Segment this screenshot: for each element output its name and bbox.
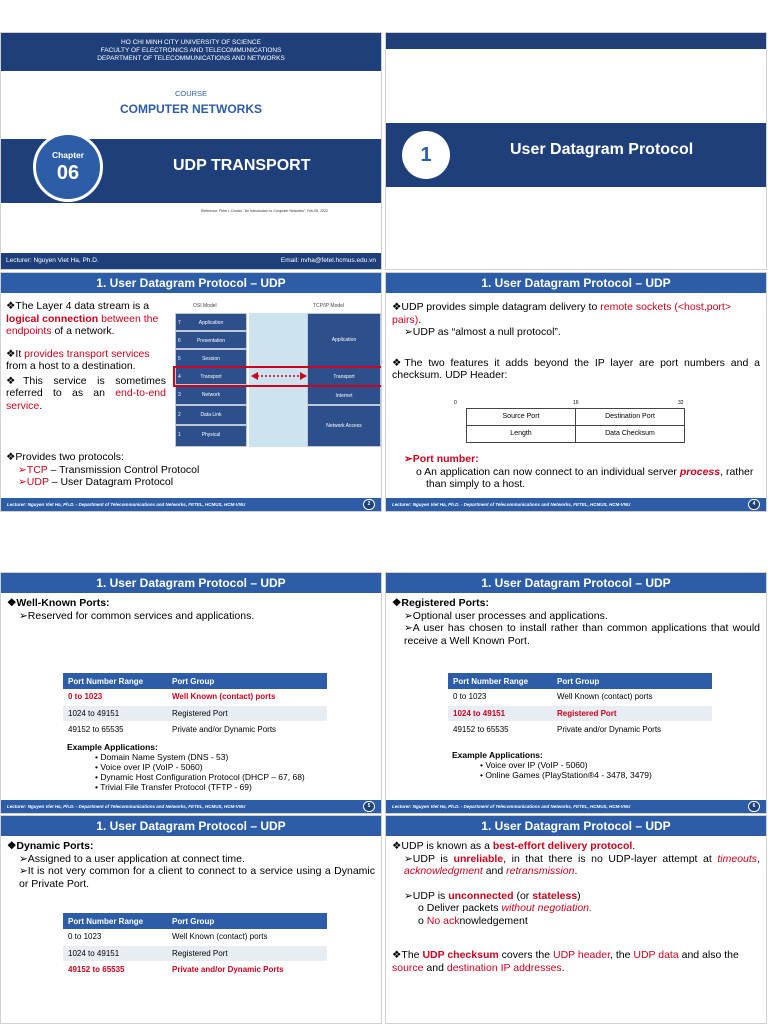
hdr-checksum: Data Checksum — [575, 425, 685, 443]
unconnected-item: ➢UDP is unconnected (or stateless) — [404, 889, 581, 902]
port-number-title: ➢Port number: — [404, 453, 479, 465]
osi-layer-number: 7 — [178, 320, 181, 326]
well-known-body — [7, 597, 375, 622]
table-row: 0 to 1023 Well Known (contact) ports — [63, 689, 327, 705]
osi-title: OSI Model — [193, 303, 217, 309]
datagram-para: ❖UDP provides simple datagram delivery to remote sockets (<host,port> pairs). — [392, 301, 731, 326]
no-negotiation-item: o Deliver packets without negotiation. — [418, 902, 592, 914]
dynamic-body — [7, 840, 375, 890]
col-group: Port Group — [167, 673, 327, 689]
slide-footer — [386, 800, 766, 813]
tcpip-internet: Internet — [307, 386, 381, 405]
checksum-para: ❖The UDP checksum covers the UDP header, the UDP data and also the source and destination IP addresses. — [392, 949, 739, 974]
well-known-title: ❖Well-Known Ports: — [7, 597, 110, 609]
dynamic-sub-2: ➢It is not very common for a client to connect to a service using a Dynamic or Private Port. — [19, 865, 375, 890]
osi-layer — [175, 405, 247, 425]
faculty-name: FACULTY OF ELECTRONICS AND TELECOMMUNICATIONS — [100, 47, 282, 54]
table-row: 49152 to 65535 Private and/or Dynamic Ports — [448, 721, 712, 737]
example-title: Example Applications: — [67, 742, 158, 752]
osi-layer-name: Transport — [200, 374, 222, 380]
course-label: COURSE — [174, 89, 208, 98]
example-apps — [452, 750, 652, 780]
registered-sub-1: ➢Optional user processes and applications. — [404, 609, 608, 622]
slide-dynamic-ports — [0, 815, 382, 1024]
slide-footer — [1, 498, 381, 511]
best-effort-body — [392, 840, 760, 974]
osi-layer-number: 1 — [178, 432, 181, 438]
example-apps — [67, 742, 305, 792]
section-title: User Datagram Protocol — [510, 141, 694, 158]
udp-header-diagram — [454, 400, 686, 448]
layer4-para-4 — [6, 451, 199, 489]
registered-title: ❖Registered Ports: — [392, 597, 489, 609]
chapter-title: UDP TRANSPORT — [173, 157, 311, 174]
unreliable-item: ➢UDP is unreliable, in that there is no UDP-layer attempt at timeouts, acknowledgment and retransmission. — [404, 852, 760, 877]
port-number-desc: o An application can now connect to an individual server process, rather than simply to a host. — [416, 465, 754, 490]
table-row: 49152 to 65535 Private and/or Dynamic Ports — [63, 961, 327, 977]
table-row: 49152 to 65535 Private and/or Dynamic Ports — [63, 721, 327, 737]
port-table — [448, 673, 712, 738]
title-slide — [0, 32, 382, 270]
layer4-para-3: ❖This service is sometimes referred to as an end-to-end service. — [6, 374, 166, 412]
slide-footer — [1, 800, 381, 813]
footer-text: Lecturer: Nguyen Viet Ha, Ph.D. - Department of Telecommunications and Networks, FETEL, HCMUS, HCM-VNU — [7, 804, 246, 809]
hdr-source-port: Source Port — [466, 408, 576, 426]
list-item: • Voice over IP (VoIP - 5060) — [95, 762, 305, 772]
page-number: 6 — [748, 801, 760, 812]
bit-16: 16 — [573, 400, 579, 406]
osi-layer-number: 2 — [178, 412, 181, 418]
title-slide-top-band — [1, 33, 381, 71]
osi-diagram — [173, 303, 382, 448]
page-number: 2 — [363, 499, 375, 510]
osi-layer — [175, 385, 247, 405]
slide-header: 1. User Datagram Protocol – UDP — [386, 573, 766, 593]
registered-body — [392, 597, 760, 647]
footer-text: Lecturer: Nguyen Viet Ha, Ph.D. - Department of Telecommunications and Networks, FETEL, HCMUS, HCM-VNU — [7, 502, 246, 507]
dynamic-title: ❖Dynamic Ports: — [7, 840, 94, 852]
reference-text: Reference: Peter L Dordal, "An Introduction to Computer Networks", Feb.05, 2022 — [201, 209, 328, 213]
col-group: Port Group — [167, 913, 327, 929]
tcpip-title: TCP/IP Model — [313, 303, 345, 309]
university-name: HO CHI MINH CITY UNIVERSITY OF SCIENCE — [121, 39, 261, 46]
lecturer-email: Email: nvha@fetel.hcmus.edu.vn — [280, 257, 376, 264]
slide-header: 1. User Datagram Protocol – UDP — [1, 816, 381, 836]
slide-header: 1. User Datagram Protocol – UDP — [386, 816, 766, 836]
protocols-intro: ❖Provides two protocols: — [6, 451, 124, 463]
lecturer-name: Lecturer: Nguyen Viet Ha, Ph.D. — [6, 257, 99, 264]
table-row: 0 to 1023 Well Known (contact) ports — [448, 689, 712, 705]
udp-item: ➢UDP – User Datagram Protocol — [18, 476, 174, 488]
layer4-para-1: ❖The Layer 4 data stream is a logical connection between the endpoints of a network. — [6, 300, 159, 337]
null-protocol-item: ➢UDP as “almost a null protocol”. — [404, 326, 561, 338]
tcpip-app: Application — [307, 313, 381, 367]
col-range: Port Number Range — [63, 673, 167, 689]
udp-header-body — [392, 301, 760, 382]
title-slide-bottom-band — [1, 253, 381, 269]
department-name: DEPARTMENT OF TELECOMMUNICATIONS AND NETWORKS — [97, 55, 285, 62]
osi-layer-name: Physical — [201, 432, 221, 438]
osi-layer-name: Network — [201, 392, 221, 398]
tcp-item: ➢TCP – Transmission Control Protocol — [18, 463, 200, 476]
slide-header: 1. User Datagram Protocol – UDP — [1, 573, 381, 593]
col-range: Port Number Range — [63, 913, 167, 929]
page-number: 5 — [363, 801, 375, 812]
tcpip-network-access: Network Access — [307, 405, 381, 447]
table-row: 1024 to 49151 Registered Port — [63, 705, 327, 721]
port-number-block — [404, 453, 760, 491]
well-known-sub: ➢Reserved for common services and applications. — [19, 609, 255, 622]
page-number: 4 — [748, 499, 760, 510]
slide-best-effort — [385, 815, 767, 1024]
slide-layer4 — [0, 272, 382, 512]
layer4-text — [6, 300, 166, 412]
osi-layer-number: 6 — [178, 338, 181, 344]
col-group: Port Group — [552, 673, 712, 689]
section-number-circle — [402, 131, 450, 179]
osi-layer-name: Data Link — [200, 412, 222, 418]
example-title: Example Applications: — [452, 750, 543, 760]
col-range: Port Number Range — [448, 673, 552, 689]
section-number: 1 — [420, 144, 432, 166]
port-table — [63, 913, 327, 978]
best-effort-para: ❖UDP is known as a best-effort delivery protocol. — [392, 840, 636, 852]
list-item: • Online Games (PlayStation®4 - 3478, 3479) — [480, 770, 652, 780]
chapter-circle — [33, 132, 103, 202]
chapter-label: Chapter — [51, 150, 85, 160]
bit-0: 0 — [454, 400, 457, 406]
footer-text: Lecturer: Nguyen Viet Ha, Ph.D. - Department of Telecommunications and Networks, FETEL, HCMUS, HCM-VNU — [392, 502, 631, 507]
no-ack-item: o No acknowledgement — [418, 914, 528, 927]
osi-layer-name: Presentation — [196, 338, 226, 344]
table-row: 1024 to 49151 Registered Port — [448, 705, 712, 721]
section-slide — [385, 32, 767, 270]
osi-layer-name: Session — [202, 356, 220, 362]
osi-layer — [175, 349, 247, 367]
osi-layer-number: 5 — [178, 356, 181, 362]
osi-layer-number: 4 — [178, 374, 181, 380]
list-item: • Dynamic Host Configuration Protocol (DHCP – 67, 68) — [95, 772, 305, 782]
list-item: • Voice over IP (VoIP - 5060) — [480, 760, 652, 770]
layer4-para-2: ❖It provides transport services from a host to a destination. — [6, 347, 150, 372]
osi-layer-name: Application — [198, 320, 224, 326]
bit-32: 32 — [678, 400, 684, 406]
section-top-bar — [386, 33, 766, 49]
course-name: COMPUTER NETWORKS — [120, 102, 262, 116]
slide-well-known-ports — [0, 572, 382, 814]
bidirectional-arrow-icon — [251, 371, 307, 381]
port-table — [63, 673, 327, 738]
osi-layer — [175, 425, 247, 447]
chapter-number: 06 — [56, 162, 80, 184]
osi-layer — [175, 313, 247, 331]
dynamic-sub-1: ➢Assigned to a user application at connect time. — [19, 852, 245, 865]
tcpip-transport: Transport — [307, 367, 381, 386]
osi-layer — [175, 331, 247, 349]
list-item: • Domain Name System (DNS - 53) — [95, 752, 305, 762]
hdr-length: Length — [466, 425, 576, 443]
slide-header: 1. User Datagram Protocol – UDP — [386, 273, 766, 293]
table-row: 0 to 1023 Well Known (contact) ports — [63, 929, 327, 945]
hdr-destination-port: Destination Port — [575, 408, 685, 426]
slide-footer — [386, 498, 766, 511]
features-para: ❖The two features it adds beyond the IP layer are port numbers and a checksum. UDP Header: — [392, 356, 760, 381]
slide-udp-header — [385, 272, 767, 512]
list-item: • Trivial File Transfer Protocol (TFTP - 69) — [95, 782, 305, 792]
slide-registered-ports — [385, 572, 767, 814]
registered-sub-2: ➢A user has chosen to install rather than common applications that would receive a Well Known Port. — [404, 622, 760, 647]
table-row: 1024 to 49151 Registered Port — [63, 945, 327, 961]
footer-text: Lecturer: Nguyen Viet Ha, Ph.D. - Department of Telecommunications and Networks, FETEL, HCMUS, HCM-VNU — [392, 804, 631, 809]
slide-header: 1. User Datagram Protocol – UDP — [1, 273, 381, 293]
osi-layer-number: 3 — [178, 392, 181, 398]
